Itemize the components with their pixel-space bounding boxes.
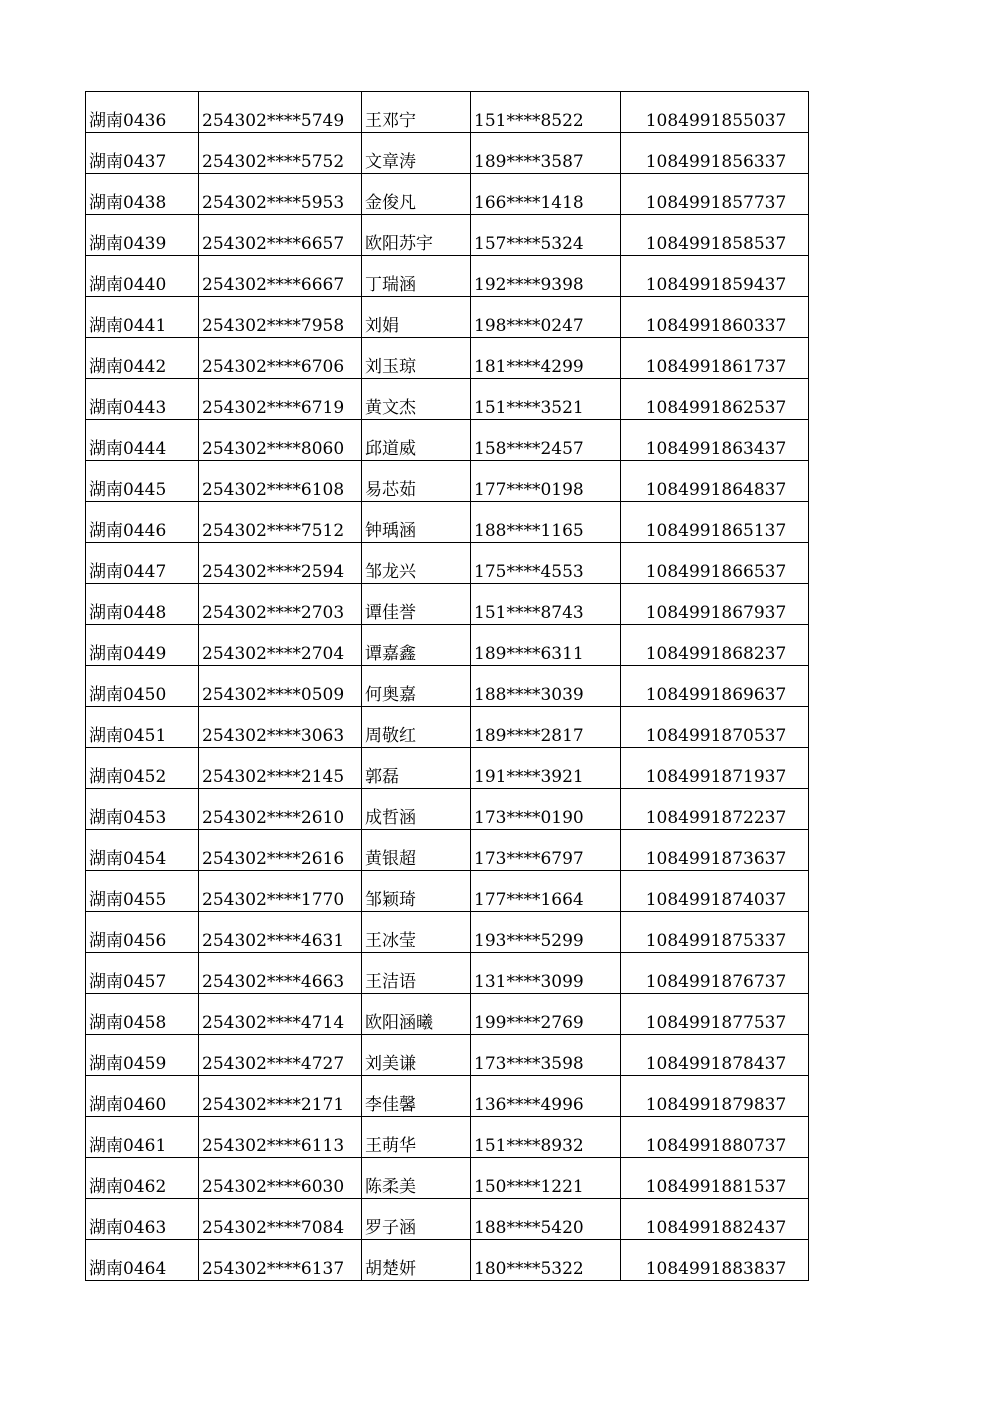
record-code-cell: 湖南0458 [86, 994, 199, 1035]
phone-cell: 151****8743 [471, 584, 621, 625]
table-row [86, 1035, 809, 1076]
name-cell: 钟瑀涵 [362, 502, 471, 543]
tracking-number-cell: 1084991857737 [621, 174, 809, 215]
id-number-cell: 254302****0509 [199, 666, 362, 707]
tracking-number-cell: 1084991875337 [621, 912, 809, 953]
phone-cell: 188****1165 [471, 502, 621, 543]
table-row [86, 707, 809, 748]
phone-cell: 151****8522 [471, 92, 621, 133]
table-row [86, 830, 809, 871]
phone-cell: 177****1664 [471, 871, 621, 912]
name-cell: 刘玉琼 [362, 338, 471, 379]
id-number-cell: 254302****4714 [199, 994, 362, 1035]
tracking-number-cell: 1084991880737 [621, 1117, 809, 1158]
id-number-cell: 254302****7512 [199, 502, 362, 543]
name-cell: 王萌华 [362, 1117, 471, 1158]
phone-cell: 173****6797 [471, 830, 621, 871]
table-row [86, 297, 809, 338]
tracking-number-cell: 1084991878437 [621, 1035, 809, 1076]
name-cell: 刘美谦 [362, 1035, 471, 1076]
phone-cell: 188****5420 [471, 1199, 621, 1240]
id-number-cell: 254302****1770 [199, 871, 362, 912]
table-row [86, 789, 809, 830]
table-row [86, 338, 809, 379]
record-code-cell: 湖南0447 [86, 543, 199, 584]
record-code-cell: 湖南0453 [86, 789, 199, 830]
table-row [86, 379, 809, 420]
record-code-cell: 湖南0454 [86, 830, 199, 871]
name-cell: 欧阳苏宇 [362, 215, 471, 256]
name-cell: 易芯茹 [362, 461, 471, 502]
name-cell: 何奥嘉 [362, 666, 471, 707]
phone-cell: 177****0198 [471, 461, 621, 502]
tracking-number-cell: 1084991873637 [621, 830, 809, 871]
table-row [86, 174, 809, 215]
tracking-number-cell: 1084991872237 [621, 789, 809, 830]
id-number-cell: 254302****5752 [199, 133, 362, 174]
id-number-cell: 254302****2145 [199, 748, 362, 789]
record-code-cell: 湖南0460 [86, 1076, 199, 1117]
id-number-cell: 254302****2594 [199, 543, 362, 584]
phone-cell: 166****1418 [471, 174, 621, 215]
table-row [86, 461, 809, 502]
name-cell: 黄文杰 [362, 379, 471, 420]
phone-cell: 131****3099 [471, 953, 621, 994]
id-number-cell: 254302****6113 [199, 1117, 362, 1158]
name-cell: 王冰莹 [362, 912, 471, 953]
record-code-cell: 湖南0436 [86, 92, 199, 133]
name-cell: 周敬红 [362, 707, 471, 748]
table-row [86, 1117, 809, 1158]
table-row [86, 912, 809, 953]
id-number-cell: 254302****6137 [199, 1240, 362, 1281]
id-number-cell: 254302****7958 [199, 297, 362, 338]
record-code-cell: 湖南0442 [86, 338, 199, 379]
phone-cell: 157****5324 [471, 215, 621, 256]
tracking-number-cell: 1084991868237 [621, 625, 809, 666]
tracking-number-cell: 1084991877537 [621, 994, 809, 1035]
phone-cell: 136****4996 [471, 1076, 621, 1117]
tracking-number-cell: 1084991865137 [621, 502, 809, 543]
record-code-cell: 湖南0455 [86, 871, 199, 912]
name-cell: 邹颖琦 [362, 871, 471, 912]
phone-cell: 173****0190 [471, 789, 621, 830]
table-row [86, 625, 809, 666]
record-code-cell: 湖南0438 [86, 174, 199, 215]
table-row [86, 748, 809, 789]
table-row [86, 256, 809, 297]
table-row [86, 666, 809, 707]
record-code-cell: 湖南0463 [86, 1199, 199, 1240]
tracking-number-cell: 1084991861737 [621, 338, 809, 379]
id-number-cell: 254302****5953 [199, 174, 362, 215]
table-row [86, 1158, 809, 1199]
record-code-cell: 湖南0444 [86, 420, 199, 461]
name-cell: 刘娟 [362, 297, 471, 338]
record-code-cell: 湖南0448 [86, 584, 199, 625]
tracking-number-cell: 1084991871937 [621, 748, 809, 789]
id-number-cell: 254302****6030 [199, 1158, 362, 1199]
table-row [86, 502, 809, 543]
phone-cell: 191****3921 [471, 748, 621, 789]
tracking-number-cell: 1084991867937 [621, 584, 809, 625]
name-cell: 胡楚妍 [362, 1240, 471, 1281]
id-number-cell: 254302****4663 [199, 953, 362, 994]
table-row [86, 994, 809, 1035]
table-row [86, 133, 809, 174]
table-row [86, 871, 809, 912]
tracking-number-cell: 1084991874037 [621, 871, 809, 912]
tracking-number-cell: 1084991879837 [621, 1076, 809, 1117]
table-row [86, 953, 809, 994]
name-cell: 李佳馨 [362, 1076, 471, 1117]
name-cell: 王邓宁 [362, 92, 471, 133]
record-code-cell: 湖南0451 [86, 707, 199, 748]
tracking-number-cell: 1084991869637 [621, 666, 809, 707]
name-cell: 王洁语 [362, 953, 471, 994]
tracking-number-cell: 1084991863437 [621, 420, 809, 461]
name-cell: 罗子涵 [362, 1199, 471, 1240]
table-row [86, 543, 809, 584]
tracking-number-cell: 1084991883837 [621, 1240, 809, 1281]
phone-cell: 158****2457 [471, 420, 621, 461]
tracking-number-cell: 1084991855037 [621, 92, 809, 133]
table-row [86, 215, 809, 256]
record-code-cell: 湖南0440 [86, 256, 199, 297]
record-code-cell: 湖南0457 [86, 953, 199, 994]
id-number-cell: 254302****7084 [199, 1199, 362, 1240]
table-row [86, 92, 809, 133]
table-row [86, 420, 809, 461]
table-row [86, 1199, 809, 1240]
name-cell: 黄银超 [362, 830, 471, 871]
phone-cell: 181****4299 [471, 338, 621, 379]
phone-cell: 199****2769 [471, 994, 621, 1035]
tracking-number-cell: 1084991858537 [621, 215, 809, 256]
phone-cell: 188****3039 [471, 666, 621, 707]
record-code-cell: 湖南0461 [86, 1117, 199, 1158]
id-number-cell: 254302****6657 [199, 215, 362, 256]
id-number-cell: 254302****2171 [199, 1076, 362, 1117]
id-number-cell: 254302****4727 [199, 1035, 362, 1076]
name-cell: 谭佳誉 [362, 584, 471, 625]
tracking-number-cell: 1084991859437 [621, 256, 809, 297]
table-body [86, 92, 809, 1281]
phone-cell: 192****9398 [471, 256, 621, 297]
record-code-cell: 湖南0443 [86, 379, 199, 420]
tracking-number-cell: 1084991881537 [621, 1158, 809, 1199]
id-number-cell: 254302****6706 [199, 338, 362, 379]
phone-cell: 189****6311 [471, 625, 621, 666]
record-code-cell: 湖南0452 [86, 748, 199, 789]
tracking-number-cell: 1084991882437 [621, 1199, 809, 1240]
id-number-cell: 254302****2616 [199, 830, 362, 871]
id-number-cell: 254302****5749 [199, 92, 362, 133]
phone-cell: 193****5299 [471, 912, 621, 953]
id-number-cell: 254302****3063 [199, 707, 362, 748]
tracking-number-cell: 1084991856337 [621, 133, 809, 174]
phone-cell: 189****2817 [471, 707, 621, 748]
record-code-cell: 湖南0464 [86, 1240, 199, 1281]
tracking-number-cell: 1084991860337 [621, 297, 809, 338]
record-code-cell: 湖南0456 [86, 912, 199, 953]
tracking-number-cell: 1084991870537 [621, 707, 809, 748]
record-code-cell: 湖南0462 [86, 1158, 199, 1199]
tracking-number-cell: 1084991862537 [621, 379, 809, 420]
name-cell: 欧阳涵曦 [362, 994, 471, 1035]
id-number-cell: 254302****2610 [199, 789, 362, 830]
phone-cell: 150****1221 [471, 1158, 621, 1199]
name-cell: 谭嘉鑫 [362, 625, 471, 666]
table-row [86, 584, 809, 625]
name-cell: 邹龙兴 [362, 543, 471, 584]
id-number-cell: 254302****6719 [199, 379, 362, 420]
record-code-cell: 湖南0459 [86, 1035, 199, 1076]
record-code-cell: 湖南0449 [86, 625, 199, 666]
record-code-cell: 湖南0446 [86, 502, 199, 543]
phone-cell: 180****5322 [471, 1240, 621, 1281]
name-cell: 丁瑞涵 [362, 256, 471, 297]
record-code-cell: 湖南0437 [86, 133, 199, 174]
phone-cell: 173****3598 [471, 1035, 621, 1076]
id-number-cell: 254302****4631 [199, 912, 362, 953]
name-cell: 文章涛 [362, 133, 471, 174]
tracking-number-cell: 1084991864837 [621, 461, 809, 502]
table-row [86, 1240, 809, 1281]
id-number-cell: 254302****6667 [199, 256, 362, 297]
name-cell: 陈柔美 [362, 1158, 471, 1199]
name-cell: 邱道威 [362, 420, 471, 461]
tracking-number-cell: 1084991876737 [621, 953, 809, 994]
phone-cell: 189****3587 [471, 133, 621, 174]
name-cell: 郭磊 [362, 748, 471, 789]
phone-cell: 151****8932 [471, 1117, 621, 1158]
id-number-cell: 254302****8060 [199, 420, 362, 461]
record-code-cell: 湖南0439 [86, 215, 199, 256]
record-code-cell: 湖南0445 [86, 461, 199, 502]
id-number-cell: 254302****2703 [199, 584, 362, 625]
data-table [85, 91, 809, 1281]
record-code-cell: 湖南0441 [86, 297, 199, 338]
table-row [86, 1076, 809, 1117]
phone-cell: 198****0247 [471, 297, 621, 338]
name-cell: 成哲涵 [362, 789, 471, 830]
id-number-cell: 254302****2704 [199, 625, 362, 666]
phone-cell: 175****4553 [471, 543, 621, 584]
tracking-number-cell: 1084991866537 [621, 543, 809, 584]
record-code-cell: 湖南0450 [86, 666, 199, 707]
name-cell: 金俊凡 [362, 174, 471, 215]
id-number-cell: 254302****6108 [199, 461, 362, 502]
phone-cell: 151****3521 [471, 379, 621, 420]
